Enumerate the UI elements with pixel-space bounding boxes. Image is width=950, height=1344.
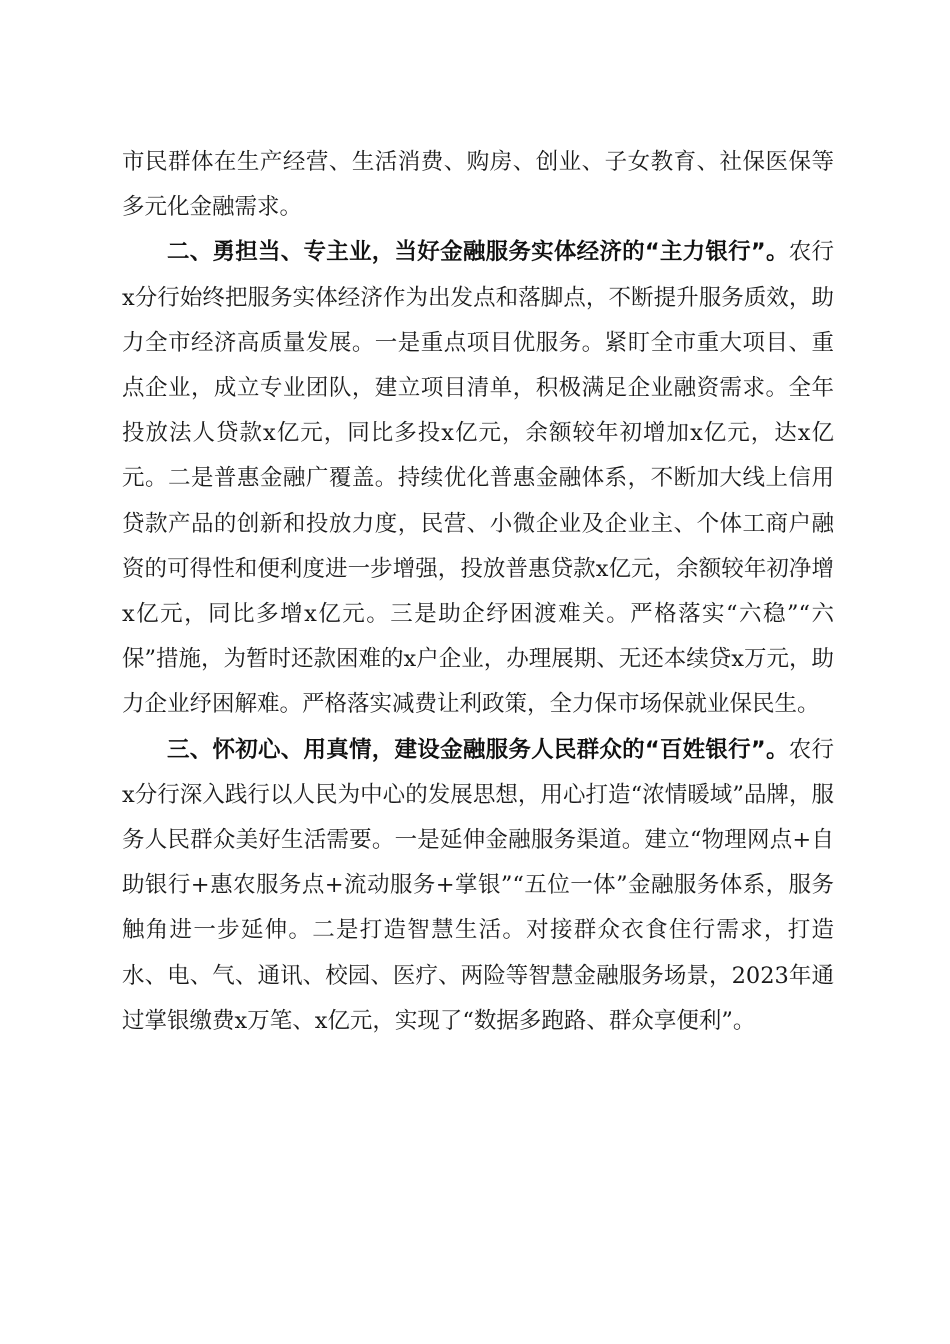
paragraph-continuation [122,140,834,230]
section-heading: 三、怀初心、用真情，建设金融服务人民群众的“百姓银行”。 [167,736,789,763]
paragraph-body: 农行x分行深入践行以人民为中心的发展思想，用心打造“浓情暖域”品牌，服务人民群众美好生活需要。一是延伸金融服务渠道。建立“物理网点+自助银行+惠农服务点+流动服务+掌银”“五位一体”金融服务体系，服务触角进一步延伸。二是打造智慧生活。对接群众衣食住行需求，打造水、电、气、通讯、校园、医疗、两险等智慧金融服务场景，2023年通过掌银缴费x万笔、x亿元，实现了“数据多跑路、群众享便利”。 [122,736,834,1034]
paragraph-body: 农行x分行始终把服务实体经济作为出发点和落脚点，不断提升服务质效，助力全市经济高质量发展。一是重点项目优服务。紧盯全市重大项目、重点企业，成立专业团队，建立项目清单，积极满足企业融资需求。全年投放法人贷款x亿元，同比多投x亿元，余额较年初增加x亿元，达x亿元。二是普惠金融广覆盖。持续优化普惠金融体系，不断加大线上信用贷款产品的创新和投放力度，民营、小微企业及企业主、个体工商户融资的可得性和便利度进一步增强，投放普惠贷款x亿元，余额较年初净增x亿元，同比多增x亿元。三是助企纾困渡难关。严格落实“六稳”“六保”措施，为暂时还款困难的x户企业，办理展期、无还本续贷x万元，助力企业纾困解难。严格落实减费让利政策，全力保市场保就业保民生。 [122,239,834,718]
paragraph-body: 市民群体在生产经营、生活消费、购房、创业、子女教育、社保医保等多元化金融需求。 [122,149,834,221]
document-body [122,140,834,1044]
paragraph-section-two [122,230,834,727]
section-heading: 二、勇担当、专主业，当好金融服务实体经济的“主力银行”。 [167,239,789,266]
paragraph-section-three [122,728,834,1044]
